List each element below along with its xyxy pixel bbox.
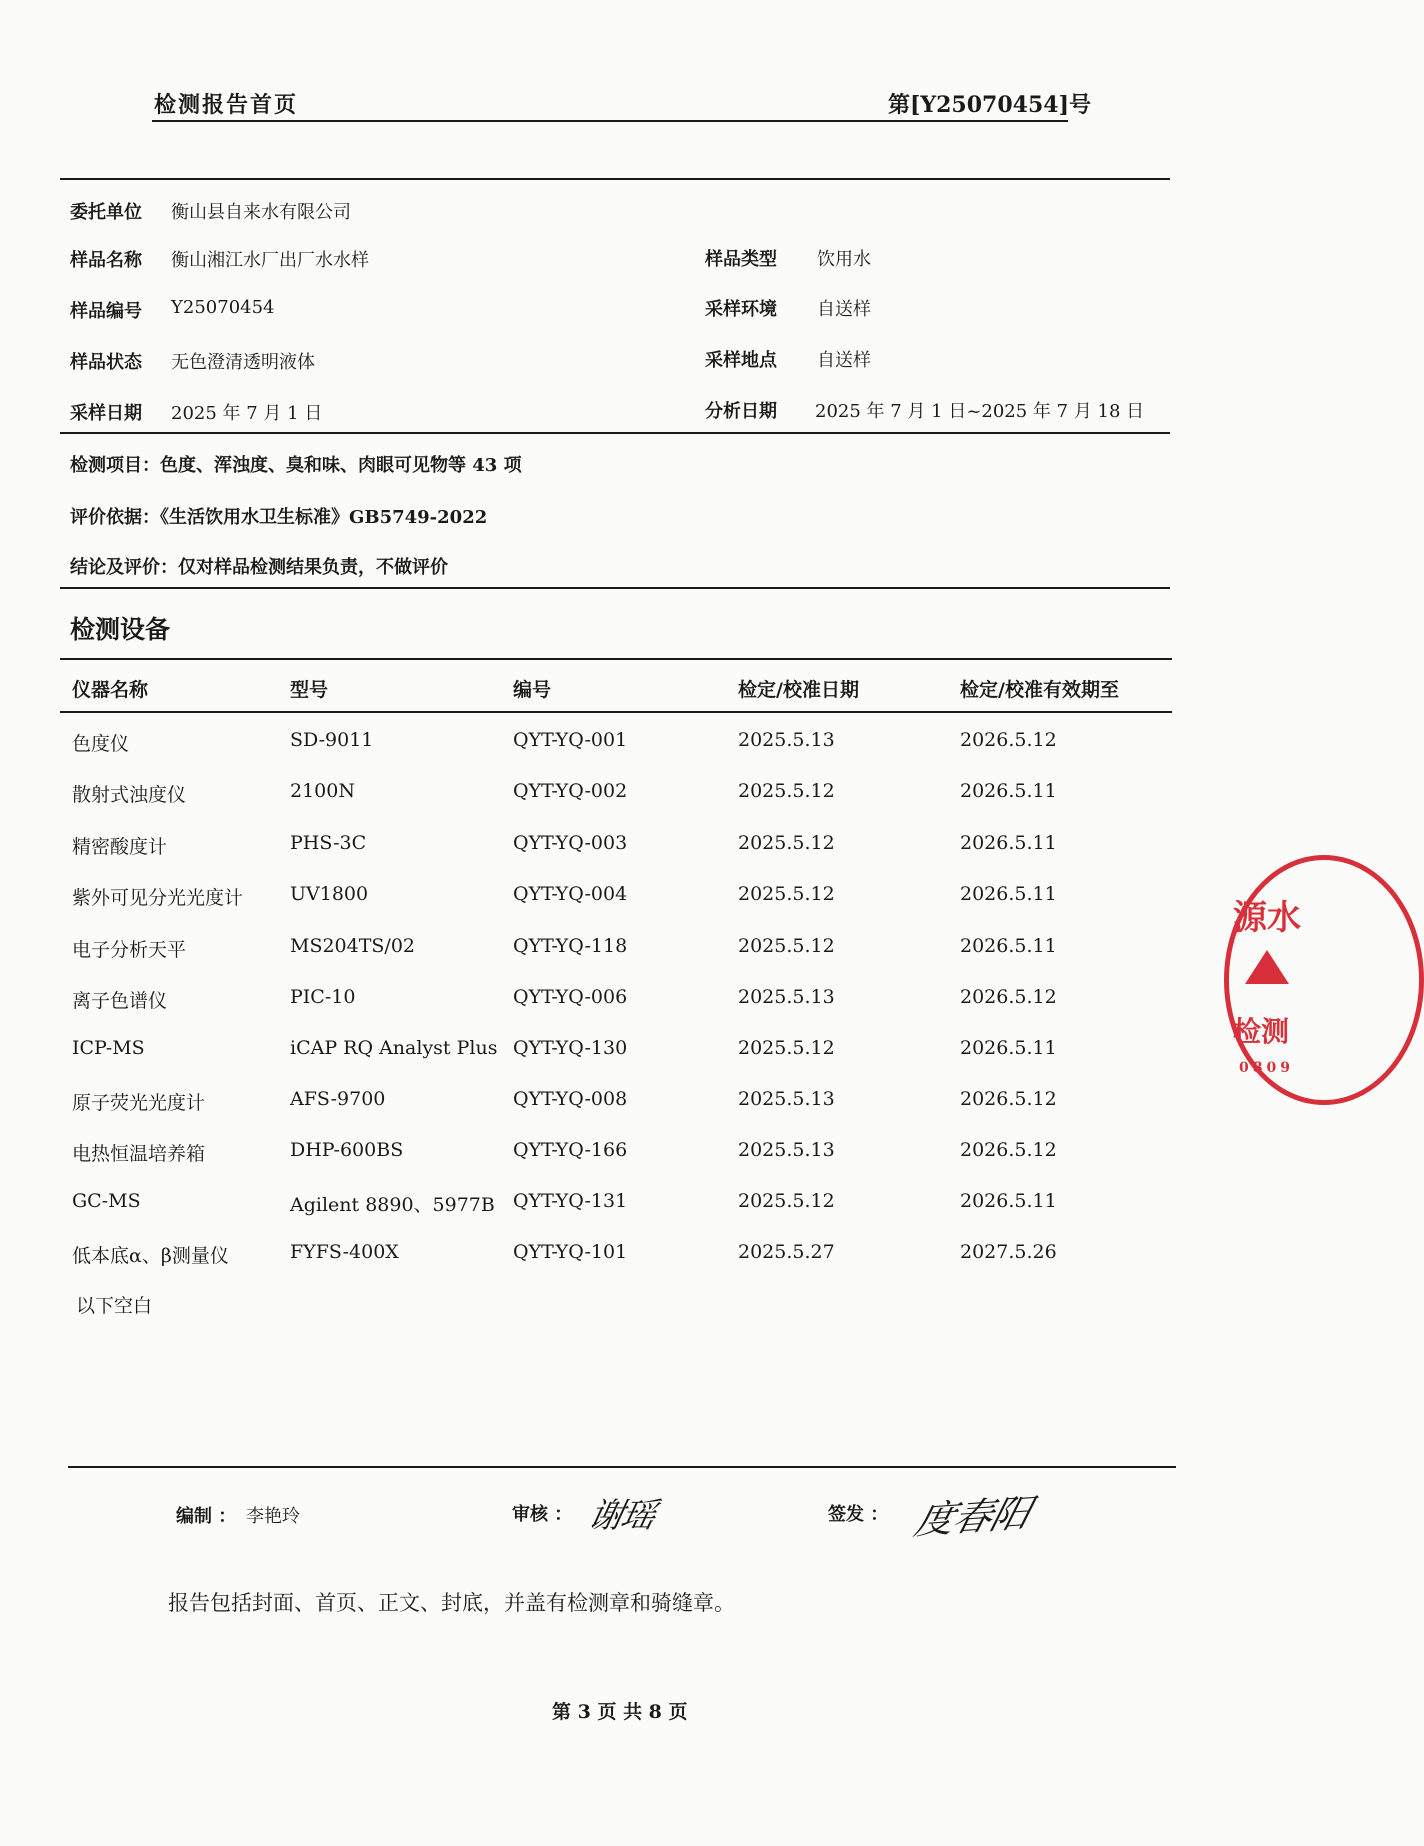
sample-name-label: 样品名称 [70,250,142,271]
sample-state-value: 无色澄清透明液体 [171,352,315,373]
column-header: 编号 [513,679,552,701]
table-cell: 色度仪 [72,733,130,755]
table-cell: GC-MS [72,1190,141,1212]
sample-id-value: Y25070454 [171,297,275,318]
table-row [0,1088,1279,1128]
table-cell: AFS-9700 [290,1088,386,1110]
client-label: 委托单位 [70,202,142,223]
table-row [0,1037,1279,1077]
sampling-site-label: 采样地点 [705,350,777,371]
table-cell: FYFS-400X [290,1241,399,1263]
table-cell: QYT-YQ-101 [513,1241,628,1263]
info-divider-rule [60,432,1170,434]
table-cell: MS204TS/02 [290,935,416,957]
table-cell: 2026.5.12 [960,1139,1057,1161]
table-cell: 2026.5.12 [960,986,1057,1008]
table-cell: QYT-YQ-008 [513,1088,628,1110]
table-cell: 2025.5.12 [738,780,835,802]
table-cell: 2026.5.11 [960,832,1057,854]
table-cell: iCAP RQ Analyst Plus [290,1037,498,1059]
table-cell: 低本底α、β测量仪 [72,1245,229,1267]
report-composition-note: 报告包括封面、首页、正文、封底，并盖有检测章和骑缝章。 [168,1591,735,1615]
table-cell: Agilent 8890、5977B [290,1194,495,1216]
page-number: 第 3 页 共 8 页 [552,1701,688,1723]
table-cell: 2025.5.12 [738,832,835,854]
table-cell: QYT-YQ-118 [513,935,628,957]
table-header-rule [60,711,1172,713]
table-cell: 2026.5.11 [960,1037,1057,1059]
table-cell: 2026.5.11 [960,780,1057,802]
evaluation-basis: 评价依据：《生活饮用水卫生标准》GB5749-2022 [70,507,488,528]
table-cell: 电子分析天平 [72,939,187,961]
table-cell: DHP-600BS [290,1139,404,1161]
table-cell: 2025.5.13 [738,1139,835,1161]
sample-id-label: 样品编号 [70,301,142,322]
table-cell: 散射式浊度仪 [72,784,187,806]
table-header-row [0,675,1279,715]
table-cell: 2025.5.12 [738,883,835,905]
report-title: 检测报告首页 [154,92,299,118]
header-rule [152,120,1068,122]
blank-below-note: 以下空白 [76,1295,153,1317]
table-cell: SD-9011 [290,729,374,751]
sampling-env-value: 自送样 [817,299,871,320]
editor-name: 李艳玲 [246,1506,300,1527]
table-cell: 2026.5.11 [960,1190,1057,1212]
table-cell: 2025.5.13 [738,1088,835,1110]
analysis-date-value: 2025 年 7 月 1 日~2025 年 7 月 18 日 [815,401,1145,422]
table-cell: 2025.5.12 [738,1190,835,1212]
client-value: 衡山县自来水有限公司 [171,202,351,223]
analysis-date-label: 分析日期 [705,401,777,422]
table-row [0,832,1279,872]
sampling-date-value: 2025 年 7 月 1 日 [171,403,323,424]
column-header: 仪器名称 [72,679,149,701]
report-number: 第[Y25070454]号 [888,92,1091,118]
sample-state-label: 样品状态 [70,352,142,373]
column-header: 检定/校准有效期至 [960,679,1119,701]
table-cell: QYT-YQ-166 [513,1139,628,1161]
table-cell: 2025.5.13 [738,729,835,751]
seal-text-mid: 检测 [1233,1015,1290,1048]
table-cell: 离子色谱仪 [72,990,168,1012]
table-row [0,780,1279,820]
conclusion: 结论及评价：仅对样品检测结果负责，不做评价 [70,557,448,578]
table-cell: 2026.5.12 [960,1088,1057,1110]
table-cell: ICP-MS [72,1037,145,1059]
table-row [0,986,1279,1026]
table-cell: 2025.5.27 [738,1241,835,1263]
reviewer-signature: 谢瑶 [585,1496,658,1536]
table-cell: 2026.5.11 [960,883,1057,905]
sample-type-value: 饮用水 [817,249,871,270]
table-cell: 原子荧光光度计 [72,1092,206,1114]
test-items: 检测项目：色度、浑浊度、臭和味、肉眼可见物等 43 项 [70,455,522,476]
equipment-section-title: 检测设备 [70,615,171,644]
table-cell: PHS-3C [290,832,367,854]
sample-name-value: 衡山湘江水厂出厂水水样 [171,250,369,271]
table-cell: PIC-10 [290,986,356,1008]
table-row [0,935,1279,975]
table-cell: 2027.5.26 [960,1241,1057,1263]
table-cell: 紫外可见分光光度计 [72,887,244,909]
seal-code: 0809 [1239,1060,1294,1076]
column-header: 检定/校准日期 [738,679,859,701]
column-header: 型号 [290,679,329,701]
issuer-label: 签发 ： [828,1504,889,1525]
info-top-rule [60,178,1170,180]
table-cell: 2025.5.13 [738,986,835,1008]
table-cell: 2026.5.12 [960,729,1057,751]
table-cell: QYT-YQ-131 [513,1190,628,1212]
seal-text-top: 源水 [1233,898,1301,938]
table-cell: QYT-YQ-130 [513,1037,628,1059]
table-cell: 2025.5.12 [738,1037,835,1059]
table-cell: 2100N [290,780,355,802]
issuer-signature: 度春阳 [910,1491,1035,1543]
table-row [0,1139,1279,1179]
sample-type-label: 样品类型 [705,249,777,270]
reviewer-label: 审核 ： [512,1504,573,1525]
table-row [0,1190,1279,1230]
table-cell: 电热恒温培养箱 [72,1143,206,1165]
table-row [0,1241,1279,1281]
table-top-rule [60,658,1172,660]
table-cell: 2026.5.11 [960,935,1057,957]
table-cell: QYT-YQ-004 [513,883,628,905]
inspection-seal [1224,855,1424,1105]
sampling-date-label: 采样日期 [70,403,142,424]
sampling-env-label: 采样环境 [705,299,777,320]
sampling-site-value: 自送样 [817,350,871,371]
table-cell: QYT-YQ-002 [513,780,628,802]
table-cell: QYT-YQ-006 [513,986,628,1008]
table-cell: 2025.5.12 [738,935,835,957]
info-bottom-rule [60,587,1170,589]
table-cell: 精密酸度计 [72,836,168,858]
signature-top-rule [68,1466,1176,1468]
seal-star-icon [1245,950,1289,984]
table-cell: QYT-YQ-003 [513,832,628,854]
table-cell: UV1800 [290,883,369,905]
table-row [0,729,1279,769]
table-row [0,883,1279,923]
table-cell: QYT-YQ-001 [513,729,628,751]
editor-label: 编制 ： [176,1506,237,1527]
